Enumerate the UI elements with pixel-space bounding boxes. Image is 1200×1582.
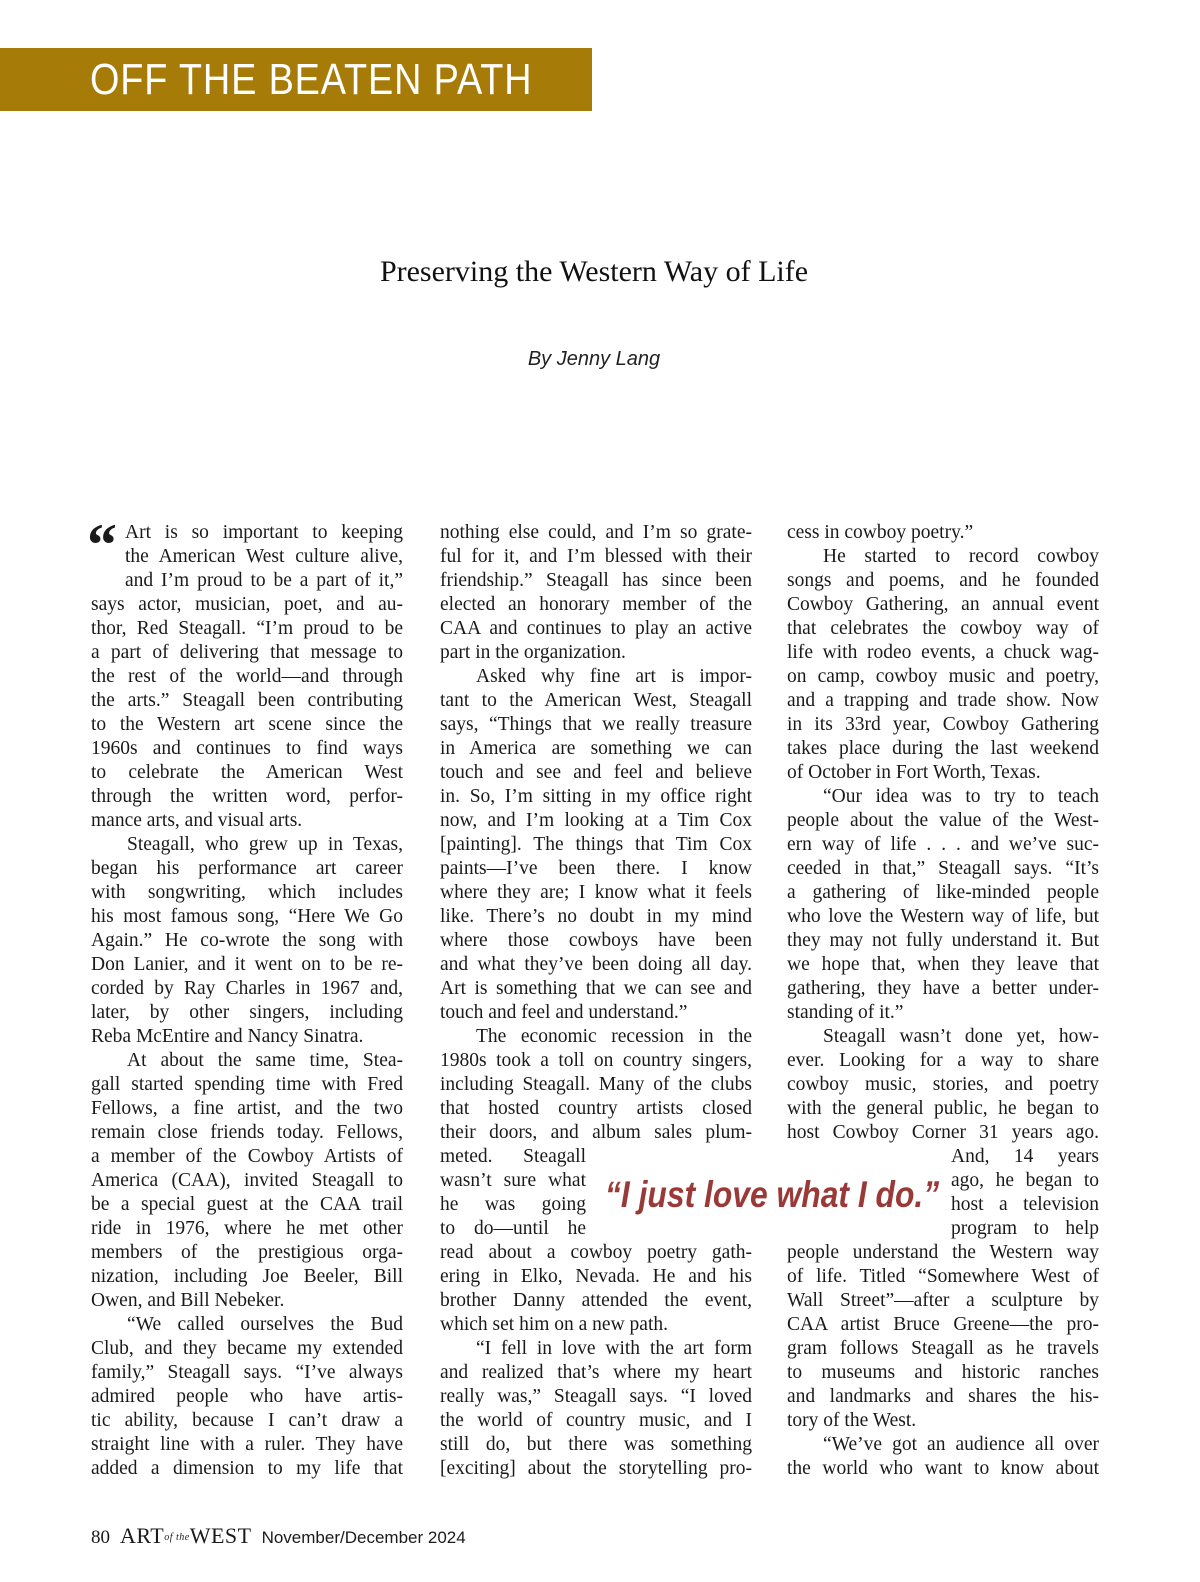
article-byline: By Jenny Lang <box>527 348 661 370</box>
article-line: added a dimension to my life that <box>91 1458 403 1479</box>
article-line: corded by Ray Charles in 1967 and, <box>91 978 403 999</box>
article-line: and realized that’s where my heart <box>440 1362 752 1383</box>
article-line: paints—I’ve been there. I know <box>440 858 752 879</box>
column-2 <box>440 521 752 1481</box>
article-line: Reba McEntire and Nancy Sinatra. <box>91 1026 364 1047</box>
article-line: takes place during the last weekend <box>787 738 1099 759</box>
article-line: the American West culture alive, <box>125 546 403 567</box>
article-line: [exciting] about the storytelling pro- <box>440 1458 752 1479</box>
open-quote-mark: “ <box>87 512 117 578</box>
article-line: elected an honorary member of the <box>440 594 752 615</box>
issue-date: November/December 2024 <box>261 1528 466 1547</box>
article-line: a gathering of like-minded people <box>787 882 1099 903</box>
article-line: their doors, and album sales plum- <box>440 1122 752 1143</box>
article-line: part in the organization. <box>440 642 626 663</box>
article-line: At about the same time, Stea- <box>127 1050 403 1071</box>
article-line: to museums and historic ranches <box>787 1362 1099 1383</box>
article-line: ern way of life . . . and we’ve suc- <box>787 834 1099 855</box>
magazine-logo <box>120 1523 252 1548</box>
article-line: Asked why fine art is impor- <box>476 666 752 687</box>
article-line: ever. Looking for a way to share <box>787 1050 1099 1071</box>
article-line: with songwriting, which includes <box>91 882 403 903</box>
article-line: family,” Steagall says. “I’ve always <box>91 1362 403 1383</box>
article-line: gall started spending time with Fred <box>91 1074 403 1095</box>
article-line: still do, but there was something <box>440 1434 752 1455</box>
article-line: “We called ourselves the Bud <box>127 1314 403 1335</box>
article-line: he was going <box>440 1194 586 1215</box>
article-line: the world who want to know about <box>787 1458 1099 1479</box>
article-line: ering in Elko, Nevada. He and his <box>440 1266 752 1287</box>
article-line: cess in cowboy poetry.” <box>787 522 974 543</box>
article-line: in its 33rd year, Cowboy Gathering <box>787 714 1099 735</box>
article-line: in America are something we can <box>440 738 752 759</box>
article-line: mance arts, and visual arts. <box>91 810 303 831</box>
article-line: read about a cowboy poetry gath- <box>440 1242 752 1263</box>
article-line: and landmarks and shares the his- <box>787 1386 1099 1407</box>
article-line: America (CAA), invited Steagall to <box>91 1170 403 1191</box>
article-line: The economic recession in the <box>476 1026 752 1047</box>
article-line: Art is something that we can see and <box>440 978 752 999</box>
article-line: really was,” Steagall says. “I loved <box>440 1386 752 1407</box>
article-line: remain close friends today. Fellows, <box>91 1122 403 1143</box>
article-line: and what they’ve been doing all day. <box>440 954 752 975</box>
article-line: tic ability, because I can’t draw a <box>91 1410 403 1431</box>
article-line: Again.” He co-wrote the song with <box>91 930 403 951</box>
article-line: “I fell in love with the art form <box>476 1338 752 1359</box>
article-line: where they are; I know what it feels <box>440 882 752 903</box>
article-line: which set him on a new path. <box>440 1314 668 1335</box>
article-line: now, and I’m looking at a Tim Cox <box>440 810 752 831</box>
article-line: says actor, musician, poet, and au- <box>91 594 403 615</box>
article-line: CAA and continues to play an active <box>440 618 752 639</box>
article-line: and a trapping and trade show. Now <box>787 690 1099 711</box>
article-line: began his performance art career <box>91 858 403 879</box>
article-line: brother Danny attended the event, <box>440 1290 752 1311</box>
article-line: Steagall, who grew up in Texas, <box>127 834 403 855</box>
article-line: in. So, I’m sitting in my office right <box>440 786 752 807</box>
article-line: thor, Red Steagall. “I’m proud to be <box>91 618 403 639</box>
article-line: where those cowboys have been <box>440 930 752 951</box>
article-line: friendship.” Steagall has since been <box>440 570 752 591</box>
article-line: meted. Steagall <box>440 1146 586 1167</box>
article-line: a member of the Cowboy Artists of <box>91 1146 403 1167</box>
article-line: Wall Street”—after a sculpture by <box>787 1290 1099 1311</box>
article-line: gathering, they have a better under- <box>787 978 1099 999</box>
article-line: through the written word, perfor- <box>91 786 403 807</box>
article-line: Steagall wasn’t done yet, how- <box>823 1026 1099 1047</box>
article-line: who love the Western way of life, but <box>787 906 1099 927</box>
column-1 <box>87 512 403 1481</box>
magazine-logo-of: of the <box>164 1531 190 1543</box>
article-line: Owen, and Bill Nebeker. <box>91 1290 285 1311</box>
page-number: 80 <box>91 1527 110 1548</box>
article-line: a part of delivering that message to <box>91 642 403 663</box>
article-line: ceeded in that,” Steagall says. “It’s <box>787 858 1099 879</box>
article-line: Art is so important to keeping <box>125 522 403 543</box>
page-footer <box>91 1524 466 1550</box>
article-line: tant to the American West, Steagall <box>440 690 752 711</box>
article-line: to celebrate the American West <box>91 762 403 783</box>
article-line: “We’ve got an audience all over <box>823 1434 1099 1455</box>
article-line: Fellows, a fine artist, and the two <box>91 1098 403 1119</box>
article-line: admired people who have artis- <box>91 1386 403 1407</box>
article-line: to do—until he <box>440 1218 586 1239</box>
article-line: nothing else could, and I’m so grate- <box>440 522 752 543</box>
article-line: And, 14 years <box>951 1146 1099 1167</box>
article-line: ago, he began to <box>951 1170 1099 1191</box>
article-line: says, “Things that we really treasure <box>440 714 752 735</box>
article-line: cowboy music, stories, and poetry <box>787 1074 1099 1095</box>
article-line: with the general public, he began to <box>787 1098 1099 1119</box>
article-line: that celebrates the cowboy way of <box>787 618 1099 639</box>
article-line: host a television <box>951 1194 1099 1215</box>
article-line: ride in 1976, where he met other <box>91 1218 403 1239</box>
article-line: host Cowboy Corner 31 years ago. <box>787 1122 1099 1143</box>
pull-quote: “I just love what I do.” <box>605 1174 940 1215</box>
article-line: Don Lanier, and it went on to be re- <box>91 954 403 975</box>
article-line: standing of it.” <box>787 1002 904 1023</box>
article-line: on camp, cowboy music and poetry, <box>787 666 1099 687</box>
column-3 <box>787 521 1099 1481</box>
article-title: Preserving the Western Way of Life <box>379 255 809 288</box>
article-line: the arts.” Steagall been contributing <box>91 690 403 711</box>
article-line: Cowboy Gathering, an annual event <box>787 594 1099 615</box>
article-line: members of the prestigious orga- <box>91 1242 403 1263</box>
article-line: the world of country music, and I <box>440 1410 752 1431</box>
article-line: 1960s and continues to find ways <box>91 738 403 759</box>
article-line: they may not fully understand it. But <box>787 930 1099 951</box>
article-line: wasn’t sure what <box>440 1170 586 1191</box>
article-line: tory of the West. <box>787 1410 917 1431</box>
article-line: nization, including Joe Beeler, Bill <box>91 1266 403 1287</box>
article-line: to the Western art scene since the <box>91 714 403 735</box>
article-line: straight line with a ruler. They have <box>91 1434 403 1455</box>
article-line: of life. Titled “Somewhere West of <box>787 1266 1099 1287</box>
article-line: He started to record cowboy <box>823 546 1099 567</box>
article-line: program to help <box>951 1218 1099 1239</box>
article-line: gram follows Steagall as he travels <box>787 1338 1099 1359</box>
section-banner-title: OFF THE BEATEN PATH <box>90 55 533 104</box>
article-line: ful for it, and I’m blessed with their <box>440 546 752 567</box>
article-line: “Our idea was to try to teach <box>823 786 1099 807</box>
article-line: people about the value of the West- <box>787 810 1099 831</box>
article-line: Club, and they became my extended <box>91 1338 403 1359</box>
article-line: touch and see and feel and believe <box>440 762 752 783</box>
magazine-logo-art: ART <box>120 1523 165 1548</box>
article-line: his most famous song, “Here We Go <box>91 906 403 927</box>
article-line: and I’m proud to be a part of it,” <box>125 570 403 591</box>
article-line: like. There’s no doubt in my mind <box>440 906 752 927</box>
article-line: of October in Fort Worth, Texas. <box>787 762 1041 783</box>
article-line: be a special guest at the CAA trail <box>91 1194 403 1215</box>
article-line: later, by other singers, including <box>91 1002 403 1023</box>
article-line: we hope that, when they leave that <box>787 954 1099 975</box>
article-line: touch and feel and understand.” <box>440 1002 688 1023</box>
article-line: people understand the Western way <box>787 1242 1099 1263</box>
article-line: [painting]. The things that Tim Cox <box>440 834 752 855</box>
article-line: including Steagall. Many of the clubs <box>440 1074 752 1095</box>
article-line: CAA artist Bruce Greene—the pro- <box>787 1314 1099 1335</box>
article-line: the rest of the world—and through <box>91 666 403 687</box>
article-line: life with rodeo events, a chuck wag- <box>787 642 1099 663</box>
article-line: 1980s took a toll on country singers, <box>440 1050 752 1071</box>
magazine-logo-west: WEST <box>189 1523 252 1548</box>
article-line: songs and poems, and he founded <box>787 570 1099 591</box>
article-line: that hosted country artists closed <box>440 1098 752 1119</box>
